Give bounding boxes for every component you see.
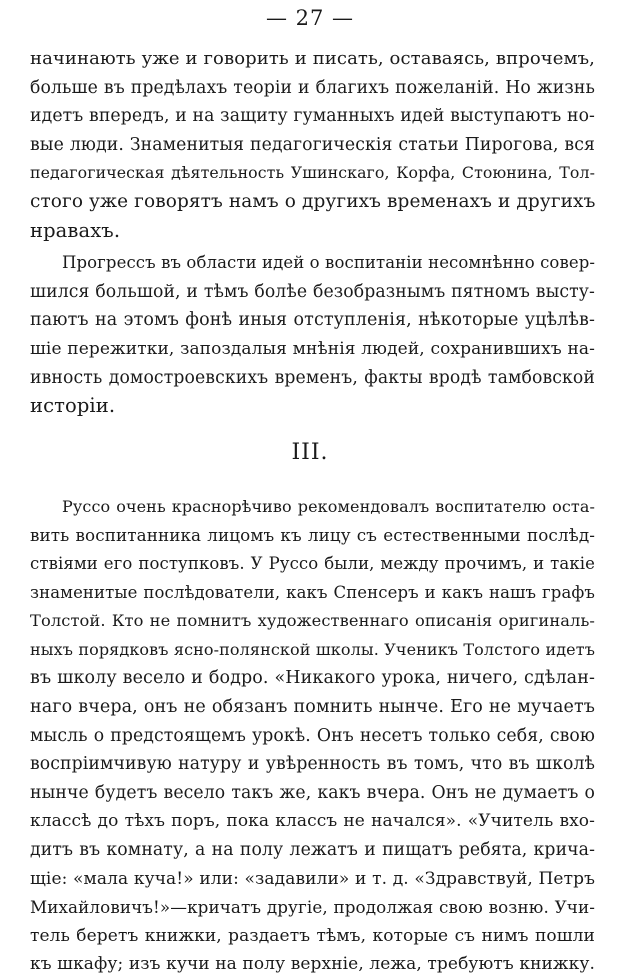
text-line: знаменитые послѣдователи, какъ Спенсеръ и какъ нашъ графъ <box>30 582 595 602</box>
text-line: Руссо очень краснорѣчиво рекомендовалъ воспитателю оста- <box>62 496 595 516</box>
text-line: Толстой. Кто не помнитъ художественнаго описанія оригиналь- <box>30 611 595 631</box>
text-line: стого уже говорятъ намъ о другихъ временахъ и другихъ <box>30 191 596 212</box>
text-line: Прогрессъ въ области идей о воспитаніи несомнѣнно совер- <box>62 253 596 273</box>
text-line: дитъ въ комнату, а на полу лежатъ и пищатъ ребята, крича- <box>30 840 595 860</box>
text-line: ныхъ порядковъ ясно-полянской школы. Ученикъ Толстого идетъ <box>30 639 595 659</box>
text-line: воспріимчивую натуру и увѣренность въ томъ, что въ школѣ <box>30 754 595 775</box>
text-line: ивность домостроевскихъ временъ, факты вродѣ тамбовской <box>30 367 595 388</box>
text-line: шіе пережитки, запоздалыя мнѣнія людей, сохранившихъ на- <box>30 339 595 359</box>
page-number: — 27 — <box>265 6 355 30</box>
text-line: щіе: «мала куча!» или: «задавили» и т. д. «Здравствуй, Петръ <box>30 868 595 889</box>
text-line: больше въ предѣлахъ теоріи и благихъ пожеланій. Но жизнь <box>30 77 595 98</box>
text-line: нравахъ. <box>30 218 121 242</box>
text-line: вить воспитанника лицомъ къ лицу съ естественными послѣд- <box>30 525 595 546</box>
text-line: Михайловичъ!»—кричатъ другіе, продолжая свою возню. Учи- <box>30 897 595 918</box>
text-line: къ шкафу; изъ кучи на полу верхніе, лежа, требуютъ книжку. <box>30 954 595 975</box>
text-line: тель беретъ книжки, раздаетъ тѣмъ, которые съ нимъ пошли <box>30 925 595 946</box>
text-line: паютъ на этомъ фонѣ иныя отступленія, нѣкоторые уцѣлѣв- <box>30 310 595 331</box>
text-line: классѣ до тѣхъ поръ, пока классъ не начался». «Учитель вхо- <box>30 811 595 832</box>
text-line: начинають уже и говорить и писать, оставаясь, впрочемъ, <box>30 48 595 69</box>
section-heading: III. <box>291 439 329 465</box>
text-line: вые люди. Знаменитыя педагогическія статьи Пирогова, вся <box>30 134 595 155</box>
text-line: шился большой, и тѣмъ болѣе безобразнымъ пятномъ высту- <box>30 281 595 302</box>
text-line: ствіями его поступковъ. У Руссо были, между прочимъ, и такіе <box>30 554 595 573</box>
text-line: нынче будетъ весело такъ же, какъ вчера. Онъ не думаетъ о <box>30 782 595 803</box>
text-line: исторіи. <box>30 394 116 418</box>
text-line: наго вчера, онъ не обязанъ помнить нынче. Его не мучаетъ <box>30 697 595 717</box>
text-line: мысль о предстоящемъ урокѣ. Онъ несетъ только себя, свою <box>30 725 595 746</box>
text-line: идетъ впередъ, и на защиту гуманныхъ идей выступаютъ но- <box>30 106 595 127</box>
text-line: педагогическая дѣятельность Ушинскаго, Корфа, Стоюнина, Тол- <box>30 163 595 183</box>
text-line: въ школу весело и бодро. «Никакого урока, ничего, сдѣлан- <box>30 668 595 689</box>
